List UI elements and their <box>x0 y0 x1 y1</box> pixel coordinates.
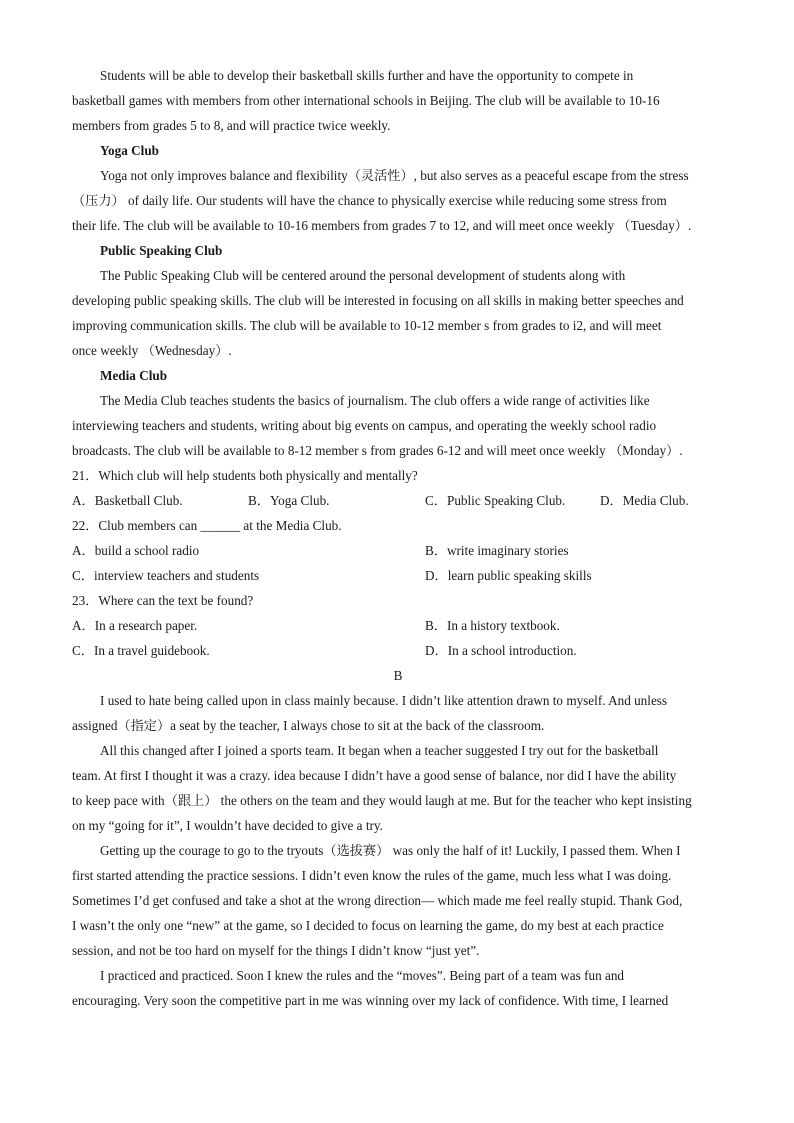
question-21-stem: 21．Which club will help students both physically and mentally? <box>72 468 418 483</box>
paragraph-line: first started attending the practice sessions. I didn’t even know the rules of the game, much less what I was doing. <box>72 868 672 883</box>
paragraph-line: I practiced and practiced. Soon I knew the rules and the “moves”. Being part of a team was fun and <box>100 968 625 983</box>
paragraph-line: Getting up the courage to go to the tryouts（选拔赛） was only the half of it! Luckily, I passed them. When I <box>100 843 681 858</box>
document-page <box>72 63 724 1013</box>
option-c[interactable]: C．In a travel guidebook. <box>72 643 210 658</box>
option-b[interactable]: B．Yoga Club. <box>248 493 330 508</box>
paragraph-line: （压力） of daily life. Our students will have the chance to physically exercise while reducing some stress from <box>72 193 667 208</box>
question-21-options <box>72 488 724 513</box>
option-b[interactable]: B．In a history textbook. <box>425 618 560 633</box>
paragraph-line: assigned（指定）a seat by the teacher, I always chose to sit at the back of the classroom. <box>72 718 545 733</box>
question-22-options-row-2 <box>72 563 724 588</box>
paragraph-line: I wasn’t the only one “new” at the game, so I decided to focus on learning the game, do my best at each practice <box>72 918 664 933</box>
paragraph-line: once weekly （Wednesday）. <box>72 343 232 358</box>
section-heading-yoga: Yoga Club <box>100 143 159 158</box>
paragraph-line: Students will be able to develop their basketball skills further and have the opportunity to compete in <box>100 68 634 83</box>
paragraph-line: developing public speaking skills. The club will be interested in focusing on all skills in making better speeches and <box>72 293 684 308</box>
paragraph-line: basketball games with members from other international schools in Beijing. The club will be available to 10-16 <box>72 93 660 108</box>
paragraph-line: The Media Club teaches students the basics of journalism. The club offers a wide range of activities like <box>100 393 650 408</box>
question-23-options-row-1 <box>72 613 724 638</box>
option-c[interactable]: C．Public Speaking Club. <box>425 493 566 508</box>
paragraph-line: session, and not be too hard on myself for the things I didn’t know “just yet”. <box>72 943 480 958</box>
paragraph-line: All this changed after I joined a sports team. It began when a teacher suggested I try out for the basketball <box>100 743 659 758</box>
passage-b-label: B <box>393 668 403 683</box>
paragraph-line: I used to hate being called upon in class mainly because. I didn’t like attention drawn to myself. And unless <box>100 693 668 708</box>
option-b[interactable]: B．write imaginary stories <box>425 543 569 558</box>
paragraph-line: The Public Speaking Club will be centered around the personal development of students along with <box>100 268 626 283</box>
option-a[interactable]: A．build a school radio <box>72 543 200 558</box>
option-a[interactable]: A．Basketball Club. <box>72 493 183 508</box>
paragraph-line: members from grades 5 to 8, and will practice twice weekly. <box>72 118 391 133</box>
option-d[interactable]: D．learn public speaking skills <box>425 568 592 583</box>
option-a[interactable]: A．In a research paper. <box>72 618 198 633</box>
option-d[interactable]: D．In a school introduction. <box>425 643 577 658</box>
question-22-options-row-1 <box>72 538 724 563</box>
paragraph-line: Yoga not only improves balance and flexibility（灵活性）, but also serves as a peaceful escape from the stress <box>100 168 689 183</box>
question-23-stem: 23．Where can the text be found? <box>72 593 254 608</box>
paragraph-line: team. At first I thought it was a crazy. idea because I didn’t have a good sense of balance, nor did I have the ability <box>72 768 677 783</box>
paragraph-line: encouraging. Very soon the competitive part in me was winning over my lack of confidence. With time, I learned <box>72 993 669 1008</box>
option-d[interactable]: D．Media Club. <box>600 493 689 508</box>
section-heading-public-speaking: Public Speaking Club <box>100 243 223 258</box>
section-heading-media: Media Club <box>100 368 168 383</box>
paragraph-line: improving communication skills. The club will be available to 10-12 member s from grades to i2, and will meet <box>72 318 662 333</box>
paragraph-line: interviewing teachers and students, writing about big events on campus, and operating the weekly school radio <box>72 418 657 433</box>
question-23-options-row-2 <box>72 638 724 663</box>
paragraph-line: to keep pace with（跟上） the others on the team and they would laugh at me. But for the teacher who kept insisting <box>72 793 692 808</box>
paragraph-line: their life. The club will be available to 10-16 members from grades 7 to 12, and will meet once weekly （Tuesday）. <box>72 218 692 233</box>
option-c[interactable]: C．interview teachers and students <box>72 568 260 583</box>
paragraph-line: Sometimes I’d get confused and take a shot at the wrong direction— which made me feel really stupid. Thank God, <box>72 893 683 908</box>
paragraph-line: on my “going for it”, I wouldn’t have decided to give a try. <box>72 818 383 833</box>
question-22-stem: 22．Club members can ______ at the Media Club. <box>72 518 342 533</box>
paragraph-line: broadcasts. The club will be available to 8-12 member s from grades 6-12 and will meet once weekly （Monday）. <box>72 443 683 458</box>
